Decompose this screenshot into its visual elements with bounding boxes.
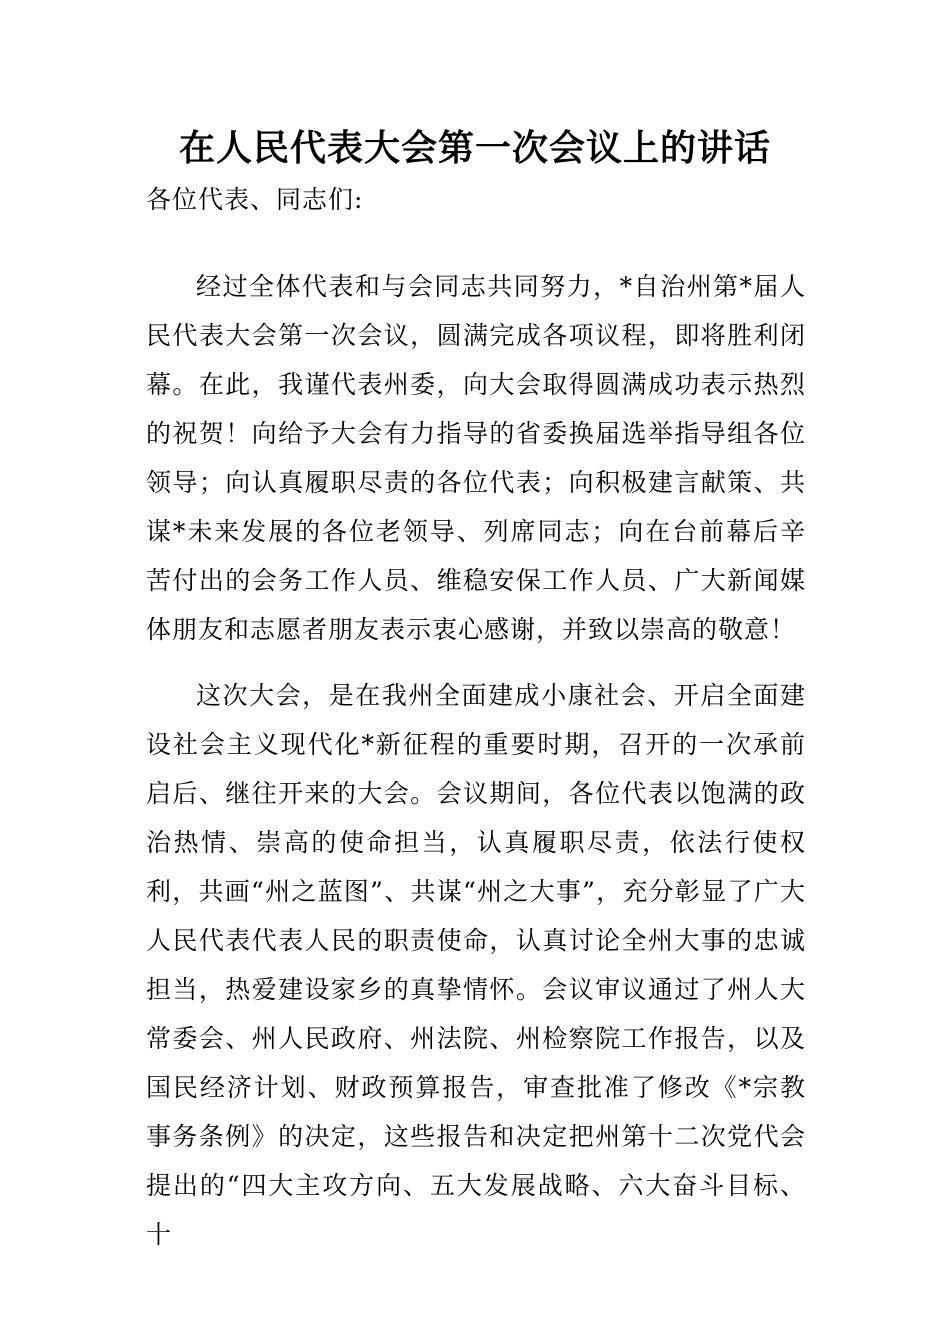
paragraph-1: 经过全体代表和与会同志共同努力，*自治州第*届人民代表大会第一次会议，圆满完成各项议程，即将胜利闭幕。在此，我谨代表州委，向大会取得圆满成功表示热烈的祝贺！向给予大会有力指导的省委换届选举指导组各位领导；向认真履职尽责的各位代表；向积极建言献策、共谋*未来发展的各位老领导、列席同志；向在台前幕后辛苦付出的会务工作人员、维稳安保工作人员、广大新闻媒体朋友和志愿者朋友表示衷心感谢，并致以崇高的敬意！ — [146, 272, 806, 644]
paragraph-2: 这次大会，是在我州全面建成小康社会、开启全面建设社会主义现代化*新征程的重要时期，召开的一次承前启后、继往开来的大会。会议期间，各位代表以饱满的政治热情、崇高的使命担当，认真履职尽责，依法行使权利，共画“州之蓝图”、共谋“州之大事”，充分彰显了广大人民代表代表人民的职责使命，认真讨论全州大事的忠诚担当，热爱建设家乡的真挚情怀。会议审议通过了州人大常委会、州人民政府、州法院、州检察院工作报告，以及国民经济计划、财政预算报告，审查批准了修改《*宗教事务条例》的决定，这些报告和决定把州第十二次党代会提出的“四大主攻方向、五大发展战略、六大奋斗目标、十 — [146, 681, 806, 1249]
document-title: 在人民代表大会第一次会议上的讲话 — [178, 127, 771, 169]
salutation: 各位代表、同志们: — [146, 185, 364, 214]
